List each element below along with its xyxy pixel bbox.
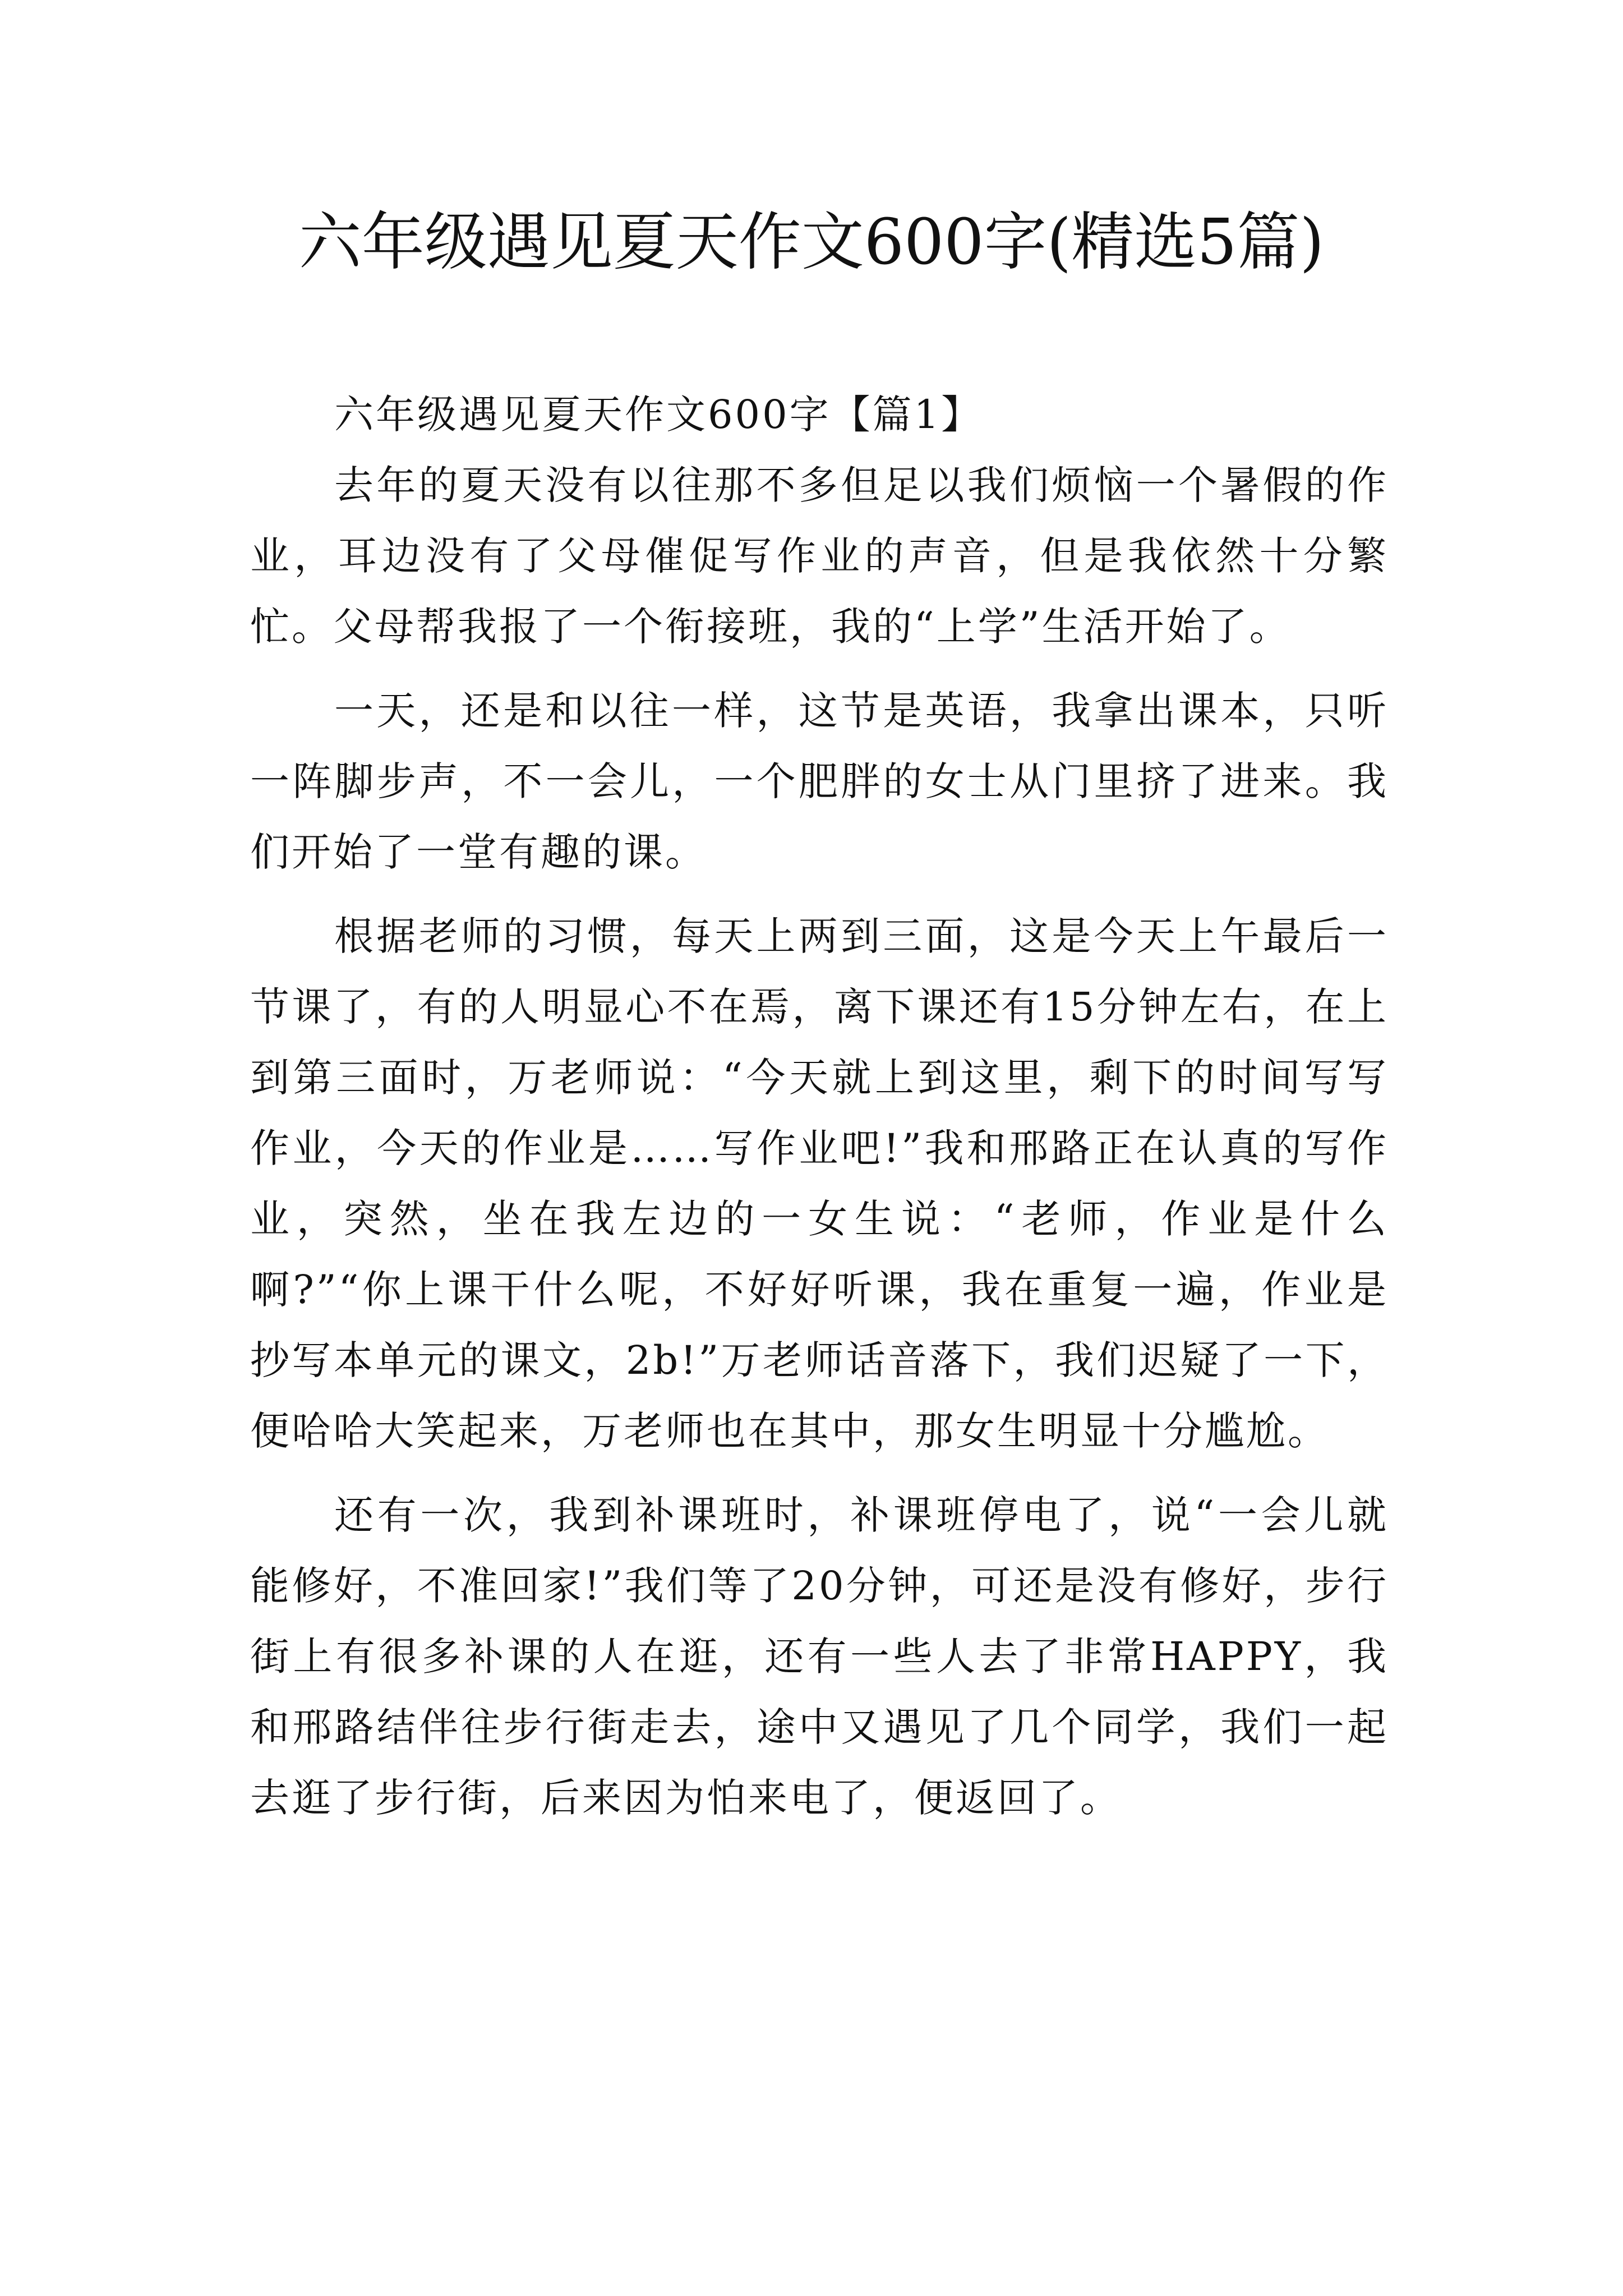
paragraph-1: 去年的夏天没有以往那不多但足以我们烦恼一个暑假的作业，耳边没有了父母催促写作业的声音，但是我依然十分繁忙。父母帮我报了一个衔接班，我的“上学”生活开始了。	[250, 462, 1389, 650]
section-heading: 六年级遇见夏天作文600字【篇1】	[334, 392, 983, 438]
paragraph-2: 一天，还是和以往一样，这节是英语，我拿出课本，只听一阵脚步声，不一会儿，一个肥胖的女士从门里挤了进来。我们开始了一堂有趣的课。	[250, 688, 1389, 875]
document-body	[250, 379, 1389, 1833]
paragraph-4: 还有一次，我到补课班时，补课班停电了，说“一会儿就能修好，不准回家!”我们等了20分钟，可还是没有修好，步行街上有很多补课的人在逛，还有一些人去了非常HAPPY，我和邢路结伴往步行街走去，途中又遇见了几个同学，我们一起去逛了步行街，后来因为怕来电了，便返回了。	[250, 1492, 1389, 1821]
document-title: 六年级遇见夏天作文600字(精选5篇)	[298, 206, 1325, 279]
paragraph-3: 根据老师的习惯，每天上两到三面，这是今天上午最后一节课了，有的人明显心不在焉，离下课还有15分钟左右，在上到第三面时，万老师说：“今天就上到这里，剩下的时间写写作业，今天的作业是……写作业吧!”我和邢路正在认真的写作业，突然，坐在我左边的一女生说：“老师，作业是什么啊?”“你上课干什么呢，不好好听课，我在重复一遍，作业是抄写本单元的课文，2b!”万老师话音落下，我们迟疑了一下，便哈哈大笑起来，万老师也在其中，那女生明显十分尴尬。	[250, 913, 1389, 1454]
